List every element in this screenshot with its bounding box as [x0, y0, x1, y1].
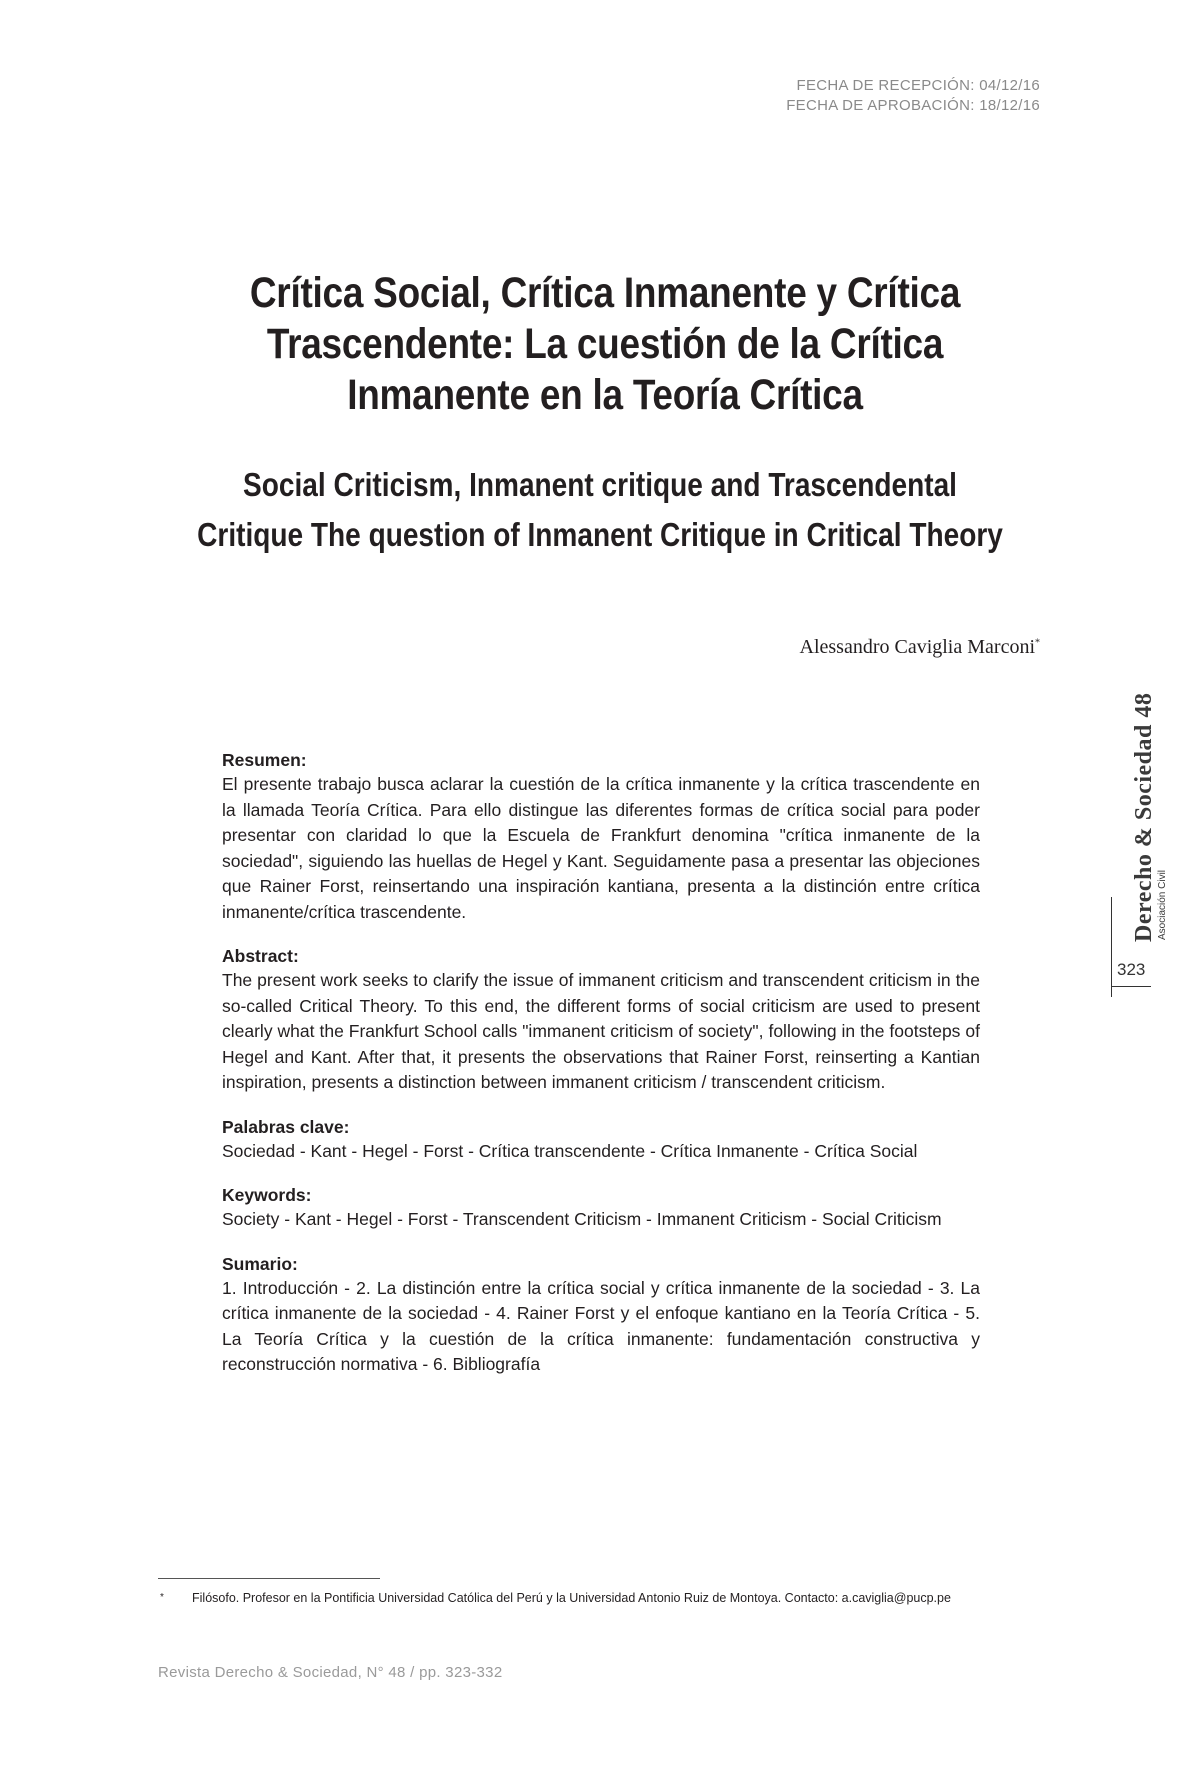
title-english: Social Criticism, Inmanent critique and Trascendental Critique The question of Inmanent Critique in Critical Theory [197, 466, 1003, 553]
resumen-section [222, 748, 980, 925]
keywords-text: Society - Kant - Hegel - Forst - Transcendent Criticism - Immanent Criticism - Social Criticism [222, 1209, 942, 1229]
author-name: Alessandro Caviglia Marconi [799, 636, 1035, 658]
sumario-heading: Sumario: [222, 1253, 298, 1274]
page-number-rule [1111, 986, 1151, 987]
footnote-mark: * [160, 1592, 164, 1603]
author [800, 636, 1041, 659]
journal-footer: Revista Derecho & Sociedad, N° 48 / pp. 323-332 [158, 1664, 503, 1681]
sumario-section [222, 1252, 980, 1378]
sidebar-association: Asociación Civil [1157, 869, 1168, 940]
sidebar-divider [1111, 897, 1112, 997]
article-front-matter [222, 748, 980, 1397]
approval-date: FECHA DE APROBACIÓN: 18/12/16 [786, 97, 1040, 114]
palabras-clave-section [222, 1115, 980, 1165]
sumario-text: 1. Introducción - 2. La distinción entre la crítica social y crítica inmanente de la sociedad - 3. La crítica inmanente de la sociedad - 4. Rainer Forst y el enfoque kantiano en la Teoría Crítica - 5. La Teoría Crítica y la cuestión de la crítica inmanente: fundamentación constructiva y reconstrucción normativa - 6. Bibliografía [222, 1277, 980, 1374]
title-spanish: Crítica Social, Crítica Inmanente y Crítica Trascendente: La cuestión de la Crítica Inmanente en la Teoría Crítica [249, 269, 961, 419]
footnote [160, 1588, 1048, 1608]
palabras-clave-text: Sociedad - Kant - Hegel - Forst - Crítica transcendente - Crítica Inmanente - Crítica Social [222, 1140, 918, 1161]
footnote-rule [158, 1578, 380, 1579]
author-footnote-mark: * [1035, 637, 1040, 649]
page-number: 323 [1117, 960, 1146, 979]
sidebar-journal-name: Derecho & Sociedad 48 [1131, 692, 1157, 942]
journal-sidebar [1109, 642, 1168, 982]
footnote-text: Filósofo. Profesor en la Pontificia Universidad Católica del Perú y la Universidad Antonio Ruiz de Montoya. Contacto: a.caviglia@pucp.pe [192, 1591, 951, 1605]
resumen-text: El presente trabajo busca aclarar la cuestión de la crítica inmanente y la crítica trascendente en la llamada Teoría Crítica. Para ello distingue las diferentes formas de crítica social para poder presentar con claridad lo que la Escuela de Frankfurt denomina "crítica inmanente de la sociedad", siguiendo las huellas de Hegel y Kant. Seguidamente pasa a presentar las objeciones que Rainer Forst, reinsertando una inspiración kantiana, presenta a la distinción entre crítica inmanente/crítica trascendente. [222, 774, 980, 922]
keywords-heading: Keywords: [222, 1185, 312, 1205]
keywords-section [222, 1183, 980, 1233]
abstract-section [222, 944, 980, 1096]
reception-date: FECHA DE RECEPCIÓN: 04/12/16 [796, 77, 1040, 94]
palabras-clave-heading: Palabras clave: [222, 1116, 350, 1137]
abstract-heading: Abstract: [222, 946, 299, 966]
received-dates [786, 76, 1040, 116]
resumen-heading: Resumen: [222, 750, 307, 770]
abstract-text: The present work seeks to clarify the issue of immanent criticism and transcendent criticism in the so-called Critical Theory. To this end, the different forms of social criticism are used to present clearly what the Frankfurt School calls "immanent criticism of society", following in the footsteps of Hegel and Kant. After that, it presents the observations that Rainer Forst, reinserting a Kantian inspiration, presents a distinction between immanent criticism / transcendent criticism. [222, 970, 980, 1092]
